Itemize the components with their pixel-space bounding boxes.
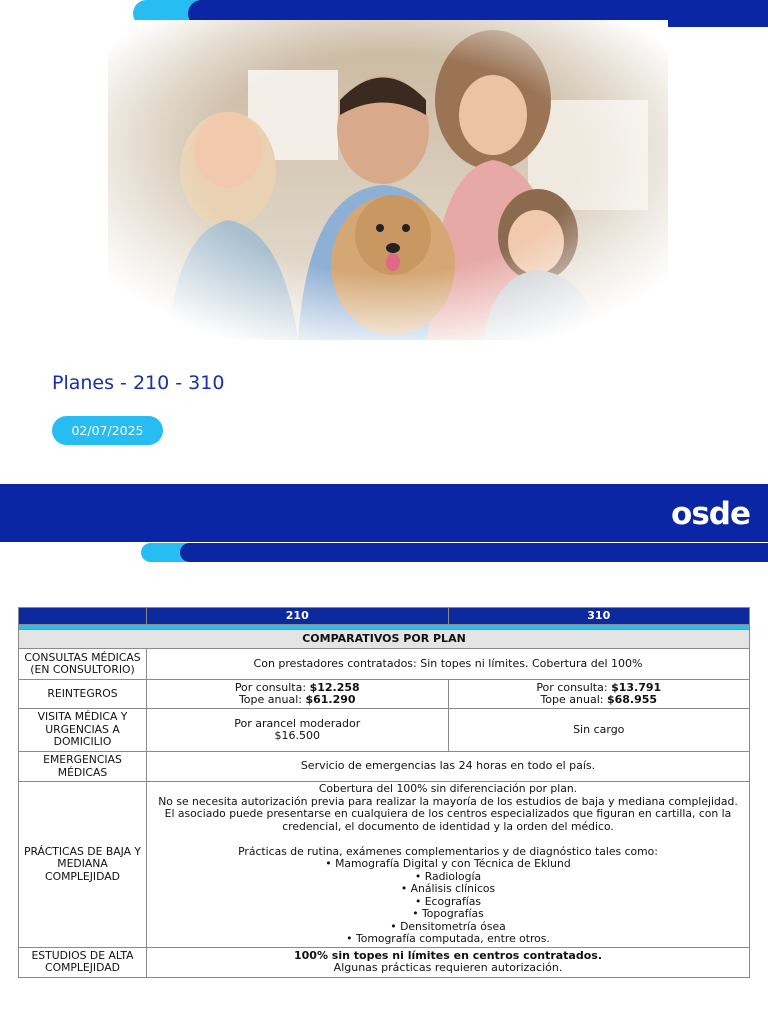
- table-row: [19, 947, 750, 977]
- table-row: [19, 752, 750, 782]
- osde-logo: osde: [671, 496, 750, 532]
- table-row: [19, 680, 750, 709]
- brand-band: [0, 484, 768, 542]
- mid-navy-bar: [180, 543, 768, 562]
- table-row: [19, 709, 750, 752]
- section-title: COMPARATIVOS POR PLAN: [19, 630, 750, 649]
- table-row: [19, 782, 750, 948]
- date-badge: 02/07/2025: [52, 416, 163, 445]
- row-label-emergencias: EMERGENCIAS MÉDICAS: [19, 752, 147, 782]
- practicas-value: Cobertura del 100% sin diferenciación por plan. No se necesita autorización previa para realizar la mayoría de los estudios de baja y mediana complejidad. El asociado puede presentarse en cualquiera de los centros especializados que figuran en cartilla, con la credencial, el documento de identidad y la orden del médico. Prácticas de rutina, exámenes complementarios y de diagnóstico tales como: • Mamografía Digital y con Técnica de Eklund • Radiología • Análisis clínicos • Ecografías • Topografías • Densitometría ósea • Tomografía computada, entre otros.: [147, 782, 750, 948]
- list-item: • Ecografías: [414, 894, 482, 908]
- visita-210: Por arancel moderador $16.500: [147, 709, 449, 752]
- list-item: • Análisis clínicos: [400, 882, 496, 895]
- family-photo: [108, 20, 668, 340]
- column-header-210: 210: [147, 608, 449, 625]
- section-row: [19, 630, 750, 649]
- list-item: • Radiología: [414, 869, 482, 883]
- header-empty-cell: [19, 608, 147, 625]
- alta-value: 100% sin topes ni límites en centros contratados. Algunas prácticas requieren autorización.: [147, 947, 750, 977]
- visita-310: Sin cargo: [448, 709, 750, 752]
- table-header-row: [19, 608, 750, 625]
- row-label-visita: VISITA MÉDICA Y URGENCIAS A DOMICILIO: [19, 709, 147, 752]
- row-label-alta: ESTUDIOS DE ALTA COMPLEJIDAD: [19, 947, 147, 977]
- table-row: [19, 649, 750, 680]
- row-label-reintegros: REINTEGROS: [19, 680, 147, 709]
- list-item: • Topografías: [412, 907, 484, 920]
- row-label-consultas: CONSULTAS MÉDICAS (EN CONSULTORIO): [19, 649, 147, 680]
- list-item: • Densitometría ósea: [390, 919, 506, 933]
- list-item: • Mamografía Digital y con Técnica de Eklund: [325, 857, 571, 870]
- emergencias-value: Servicio de emergencias las 24 horas en todo el país.: [147, 752, 750, 782]
- consultas-value: Con prestadores contratados: Sin topes ni límites. Cobertura del 100%: [147, 649, 750, 680]
- plan-comparison-table: [18, 607, 750, 978]
- page-title: Planes - 210 - 310: [52, 372, 225, 394]
- column-header-310: 310: [448, 608, 750, 625]
- list-item: • Tomografía computada, entre otros.: [346, 932, 550, 945]
- reintegros-210: Por consulta: $12.258 Tope anual: $61.290: [147, 680, 449, 709]
- reintegros-310: Por consulta: $13.791 Tope anual: $68.955: [448, 680, 750, 709]
- row-label-practicas: PRÁCTICAS DE BAJA Y MEDIANA COMPLEJIDAD: [19, 782, 147, 948]
